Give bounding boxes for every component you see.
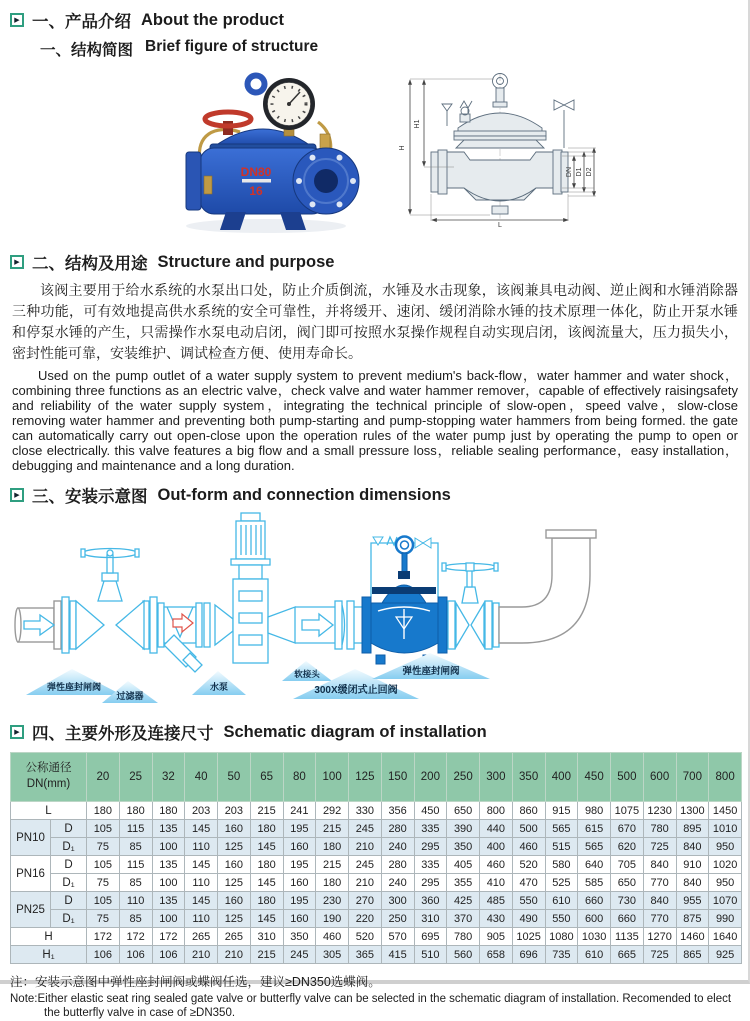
table-cell: 135 xyxy=(152,856,185,874)
dim-label-D1: D1 xyxy=(576,167,583,177)
table-row xyxy=(11,946,742,964)
table-cell: 145 xyxy=(250,838,283,856)
table-cell: 100 xyxy=(152,874,185,892)
callout-label: 弹性座封闸阀 xyxy=(46,682,102,692)
table-cell: 410 xyxy=(480,874,513,892)
table-cell: 550 xyxy=(512,892,545,910)
table-cell: 658 xyxy=(480,946,513,964)
table-row xyxy=(11,892,742,910)
table-row xyxy=(11,820,742,838)
table-cell: 660 xyxy=(611,910,644,928)
table-corner-header: 公称通径 DN(mm) xyxy=(11,753,87,802)
table-cell: 840 xyxy=(676,874,709,892)
table-cell: 565 xyxy=(545,820,578,838)
table-cell: 180 xyxy=(316,838,349,856)
table-cell: 115 xyxy=(119,856,152,874)
column-header: 65 xyxy=(250,753,283,802)
table-cell: 215 xyxy=(250,802,283,820)
table-cell: 105 xyxy=(87,856,120,874)
row-label: L xyxy=(11,802,87,820)
row-sublabel: D₁ xyxy=(51,874,87,892)
table-cell: 1080 xyxy=(545,928,578,946)
table-cell: 730 xyxy=(611,892,644,910)
table-cell: 1270 xyxy=(643,928,676,946)
table-cell: 270 xyxy=(349,892,382,910)
valve-marking-dn: DN80 xyxy=(240,165,272,179)
section3-title-en: Out-form and connection dimensions xyxy=(157,485,451,504)
table-cell: 1070 xyxy=(709,892,742,910)
elbow-top-flange xyxy=(546,530,596,538)
table-cell: 106 xyxy=(87,946,120,964)
table-cell: 600 xyxy=(578,910,611,928)
photo-shadow xyxy=(186,219,346,233)
table-cell: 370 xyxy=(447,910,480,928)
technical-drawing-valve xyxy=(394,68,606,228)
table-cell: 350 xyxy=(447,838,480,856)
row-group-label: PN25 xyxy=(11,892,51,928)
section1-title-en: About the product xyxy=(141,10,284,29)
table-row xyxy=(11,928,742,946)
table-cell: 145 xyxy=(185,892,218,910)
intro-paragraph-en: Used on the pump outlet of a water supply system to prevent medium's back-flow，water hammer and water shock，combining three functions as an electric valve，check valve and water hammer remover，capable of effectively raisingsafety and reliability of the water supply system，integrating the technical principle of slow-open，speed valve，slow-close removing water hammer and preventing both pump-starting and pump-stopping water hammers from being formed. the gate can automatically carry out open-close upon the operation rules of the water pump just by operating the pump to open or close electrically. this valve features a big flow and a small pressure loss，reliable sealing performance，easy installation，debugging and maintenance and a long duration. xyxy=(12,368,738,473)
callout-gate-valve-right xyxy=(372,653,490,679)
table-cell: 360 xyxy=(414,892,447,910)
section-marker-icon xyxy=(10,255,24,269)
column-header: 150 xyxy=(381,753,414,802)
table-cell: 241 xyxy=(283,802,316,820)
table-cell: 1460 xyxy=(676,928,709,946)
table-cell: 915 xyxy=(545,802,578,820)
table-cell: 400 xyxy=(480,838,513,856)
table-cell: 160 xyxy=(283,874,316,892)
table-cell: 145 xyxy=(185,820,218,838)
footnote xyxy=(10,972,740,1021)
column-header: 20 xyxy=(87,753,120,802)
table-cell: 875 xyxy=(676,910,709,928)
callout-label: 水泵 xyxy=(209,682,229,692)
table-cell: 125 xyxy=(218,874,251,892)
table-cell: 125 xyxy=(218,910,251,928)
table-cell: 905 xyxy=(480,928,513,946)
table-cell: 245 xyxy=(349,856,382,874)
table-cell: 425 xyxy=(447,892,480,910)
table-cell: 172 xyxy=(152,928,185,946)
pilot-valve-symbol xyxy=(554,100,574,110)
pressure-gauge xyxy=(263,78,315,130)
subsection-title-cn: 一、结构简图 xyxy=(40,42,134,59)
table-cell: 106 xyxy=(119,946,152,964)
callout-soft-joint xyxy=(282,661,332,681)
table-cell: 292 xyxy=(316,802,349,820)
row-group-label: PN16 xyxy=(11,856,51,892)
table-cell: 180 xyxy=(152,802,185,820)
table-cell: 220 xyxy=(349,910,382,928)
table-cell: 725 xyxy=(643,946,676,964)
table-cell: 250 xyxy=(381,910,414,928)
table-cell: 215 xyxy=(316,820,349,838)
table-cell: 180 xyxy=(250,820,283,838)
table-cell: 160 xyxy=(283,838,316,856)
table-cell: 860 xyxy=(512,802,545,820)
table-cell: 650 xyxy=(447,802,480,820)
valve-marking-pn: 16 xyxy=(249,184,263,198)
table-header-row xyxy=(11,753,742,802)
table-cell: 560 xyxy=(447,946,480,964)
table-cell: 145 xyxy=(250,910,283,928)
table-cell: 520 xyxy=(512,856,545,874)
dim-label-H1: H1 xyxy=(414,119,421,129)
table-cell: 950 xyxy=(709,874,742,892)
table-cell: 110 xyxy=(119,892,152,910)
row-sublabel: D xyxy=(51,820,87,838)
table-cell: 145 xyxy=(250,874,283,892)
table-cell: 950 xyxy=(709,838,742,856)
funnel-symbol xyxy=(373,537,383,545)
table-cell: 100 xyxy=(152,910,185,928)
table-cell: 195 xyxy=(283,856,316,874)
table-cell: 105 xyxy=(87,820,120,838)
dim-label-DN: DN xyxy=(566,166,573,178)
table-cell: 500 xyxy=(512,820,545,838)
table-cell: 460 xyxy=(316,928,349,946)
row-label: H xyxy=(11,928,87,946)
table-cell: 115 xyxy=(119,820,152,838)
table-row xyxy=(11,802,742,820)
table-row xyxy=(11,838,742,856)
table-cell: 696 xyxy=(512,946,545,964)
table-cell: 770 xyxy=(643,910,676,928)
column-header: 600 xyxy=(643,753,676,802)
column-header: 350 xyxy=(512,753,545,802)
callout-gate-valve-left xyxy=(26,669,122,695)
column-header: 200 xyxy=(414,753,447,802)
dimensions-table xyxy=(10,752,742,964)
column-header: 40 xyxy=(185,753,218,802)
subsection-title-en: Brief figure of structure xyxy=(145,38,319,55)
table-cell: 85 xyxy=(119,910,152,928)
table-cell: 265 xyxy=(218,928,251,946)
table-cell: 490 xyxy=(512,910,545,928)
table-cell: 1025 xyxy=(512,928,545,946)
intro-paragraph-cn: 该阀主要用于给水系统的水泵出口处，防止介质倒流，水锤及水击现象，该阀兼具电动阀、逆止阀和水锤消除器三种功能，可有效地提高供水系统的安全可靠性，并将缓开、速闭、缓闭消除水锤的技术原理一体化，防止开泵水锤和停泵水锤的产生，只需操作水泵电动启闭，阀门即可按照水泵操作规程自动实现启闭，该阀流量大，压力损失小，密封性能可靠，安装维护、调试检查方便、使用寿命长。 xyxy=(12,282,738,361)
table-cell: 610 xyxy=(578,946,611,964)
table-cell: 195 xyxy=(283,892,316,910)
funnel-symbol xyxy=(442,104,452,111)
table-cell: 180 xyxy=(87,802,120,820)
table-cell: 565 xyxy=(578,838,611,856)
table-cell: 145 xyxy=(185,856,218,874)
table-cell: 925 xyxy=(709,946,742,964)
column-header: 32 xyxy=(152,753,185,802)
table-cell: 215 xyxy=(250,946,283,964)
table-cell: 735 xyxy=(545,946,578,964)
table-cell: 665 xyxy=(611,946,644,964)
table-cell: 840 xyxy=(643,856,676,874)
table-cell: 210 xyxy=(218,946,251,964)
table-cell: 405 xyxy=(447,856,480,874)
section4-title-cn: 四、主要外形及连接尺寸 xyxy=(32,725,214,743)
section1-title-cn: 一、产品介绍 xyxy=(32,13,131,31)
table-cell: 460 xyxy=(512,838,545,856)
table-cell: 670 xyxy=(611,820,644,838)
table-cell: 770 xyxy=(643,874,676,892)
gate-valve-left xyxy=(62,549,157,654)
table-cell: 230 xyxy=(316,892,349,910)
table-cell: 1030 xyxy=(578,928,611,946)
table-cell: 450 xyxy=(414,802,447,820)
column-header: 50 xyxy=(218,753,251,802)
table-cell: 135 xyxy=(152,892,185,910)
table-cell: 865 xyxy=(676,946,709,964)
column-header: 25 xyxy=(119,753,152,802)
table-cell: 300 xyxy=(381,892,414,910)
section-heading-dimensions xyxy=(10,720,740,744)
table-cell: 1300 xyxy=(676,802,709,820)
table-cell: 525 xyxy=(545,874,578,892)
table-cell: 1010 xyxy=(709,820,742,838)
table-cell: 840 xyxy=(643,892,676,910)
table-cell: 160 xyxy=(283,910,316,928)
column-header: 300 xyxy=(480,753,513,802)
table-cell: 245 xyxy=(283,946,316,964)
table-cell: 330 xyxy=(349,802,382,820)
table-cell: 650 xyxy=(611,874,644,892)
table-cell: 390 xyxy=(447,820,480,838)
lifting-ring xyxy=(396,537,413,554)
table-cell: 180 xyxy=(316,874,349,892)
table-cell: 335 xyxy=(414,856,447,874)
section2-title-en: Structure and purpose xyxy=(157,252,335,271)
section4-title-en: Schematic diagram of installation xyxy=(223,722,487,741)
row-sublabel: D₁ xyxy=(51,910,87,928)
table-cell: 210 xyxy=(349,838,382,856)
subsection-heading-structure-figure xyxy=(40,38,740,60)
diaphragm-flange xyxy=(372,587,436,594)
row-label: H₁ xyxy=(11,946,87,964)
section-heading-installation xyxy=(10,483,740,507)
section-marker-icon xyxy=(10,488,24,502)
marking-underline xyxy=(242,179,271,183)
table-cell: 190 xyxy=(316,910,349,928)
table-cell: 160 xyxy=(218,820,251,838)
table-cell: 280 xyxy=(381,856,414,874)
table-cell: 355 xyxy=(447,874,480,892)
table-cell: 100 xyxy=(152,838,185,856)
elbow-pipe xyxy=(499,530,596,643)
row-group-label: PN10 xyxy=(11,820,51,856)
table-cell: 440 xyxy=(480,820,513,838)
flow-arrow xyxy=(302,614,333,636)
main-valve-300x xyxy=(362,537,447,665)
table-cell: 660 xyxy=(578,892,611,910)
table-cell: 840 xyxy=(676,838,709,856)
gate-valve-right xyxy=(442,563,499,649)
column-header: 100 xyxy=(316,753,349,802)
table-cell: 990 xyxy=(709,910,742,928)
figure-row xyxy=(168,64,740,240)
table-cell: 310 xyxy=(414,910,447,928)
dim-label-L: L xyxy=(498,222,502,228)
table-cell: 520 xyxy=(349,928,382,946)
callout-label: 300X缓闭式止回阀 xyxy=(314,685,398,696)
table-cell: 75 xyxy=(87,910,120,928)
water-pump xyxy=(215,513,270,663)
table-row xyxy=(11,856,742,874)
table-cell: 350 xyxy=(283,928,316,946)
table-cell: 135 xyxy=(152,820,185,838)
column-header: 400 xyxy=(545,753,578,802)
footnote-cn: 注：安装示意图中弹性座封闸阀或蝶阀任选，建议≥DN350选蝶阀。 xyxy=(10,975,381,989)
table-cell: 415 xyxy=(381,946,414,964)
table-cell: 295 xyxy=(414,838,447,856)
table-cell: 365 xyxy=(349,946,382,964)
product-photo-valve xyxy=(168,64,364,236)
table-cell: 75 xyxy=(87,838,120,856)
table-cell: 172 xyxy=(87,928,120,946)
column-header: 250 xyxy=(447,753,480,802)
table-cell: 705 xyxy=(611,856,644,874)
table-cell: 105 xyxy=(87,892,120,910)
table-cell: 180 xyxy=(250,892,283,910)
table-cell: 210 xyxy=(349,874,382,892)
table-cell: 85 xyxy=(119,874,152,892)
table-cell: 280 xyxy=(381,820,414,838)
table-cell: 203 xyxy=(218,802,251,820)
pilot-valve-symbol xyxy=(415,538,423,548)
brass-drain-fitting xyxy=(204,176,212,194)
table-cell: 1020 xyxy=(709,856,742,874)
table-cell: 160 xyxy=(218,856,251,874)
table-cell: 1640 xyxy=(709,928,742,946)
soft-joint xyxy=(335,601,362,649)
strainer xyxy=(158,603,210,672)
table-cell: 1230 xyxy=(643,802,676,820)
table-cell: 620 xyxy=(611,838,644,856)
table-cell: 725 xyxy=(643,838,676,856)
installation-diagram xyxy=(10,511,740,712)
table-cell: 695 xyxy=(414,928,447,946)
table-cell: 800 xyxy=(480,802,513,820)
table-cell: 215 xyxy=(316,856,349,874)
table-cell: 430 xyxy=(480,910,513,928)
pump-outlet-pipe xyxy=(268,607,335,643)
table-cell: 195 xyxy=(283,820,316,838)
column-header: 800 xyxy=(709,753,742,802)
table-cell: 106 xyxy=(152,946,185,964)
installation-diagram-svg xyxy=(10,511,742,707)
table-cell: 470 xyxy=(512,874,545,892)
table-cell: 510 xyxy=(414,946,447,964)
table-cell: 780 xyxy=(643,820,676,838)
table-cell: 310 xyxy=(250,928,283,946)
valve-cross-section xyxy=(431,74,574,215)
inlet-flange xyxy=(186,152,201,210)
table-cell: 305 xyxy=(316,946,349,964)
table-cell: 515 xyxy=(545,838,578,856)
section-marker-icon xyxy=(10,725,24,739)
table-cell: 125 xyxy=(218,838,251,856)
dim-label-H: H xyxy=(399,145,406,151)
table-cell: 245 xyxy=(349,820,382,838)
section3-title-cn: 三、安装示意图 xyxy=(32,488,148,506)
column-header: 125 xyxy=(349,753,382,802)
row-sublabel: D xyxy=(51,856,87,874)
table-cell: 265 xyxy=(185,928,218,946)
table-cell: 570 xyxy=(381,928,414,946)
table-cell: 180 xyxy=(250,856,283,874)
table-cell: 1450 xyxy=(709,802,742,820)
table-row xyxy=(11,910,742,928)
table-cell: 85 xyxy=(119,838,152,856)
table-cell: 910 xyxy=(676,856,709,874)
table-cell: 955 xyxy=(676,892,709,910)
table-cell: 75 xyxy=(87,874,120,892)
table-cell: 1135 xyxy=(611,928,644,946)
table-cell: 110 xyxy=(185,874,218,892)
section-heading-product-intro xyxy=(10,8,740,32)
footnote-en: Note:Either elastic seat ring sealed gate valve or butterfly valve can be selected in the schematic diagram of installation. Recomended to elect the butterfly valve in case of ≥DN350. xyxy=(10,993,732,1020)
outlet-flange-disc xyxy=(293,148,359,214)
table-cell: 335 xyxy=(414,820,447,838)
table-cell: 295 xyxy=(414,874,447,892)
table-cell: 240 xyxy=(381,874,414,892)
table-cell: 610 xyxy=(545,892,578,910)
table-cell: 895 xyxy=(676,820,709,838)
table-cell: 172 xyxy=(119,928,152,946)
callout-label: 弹性座封闸阀 xyxy=(402,666,460,677)
section-heading-structure-purpose xyxy=(10,250,740,274)
table-row xyxy=(11,874,742,892)
table-cell: 210 xyxy=(185,946,218,964)
table-cell: 550 xyxy=(545,910,578,928)
table-cell: 780 xyxy=(447,928,480,946)
section2-title-cn: 二、结构及用途 xyxy=(32,255,148,273)
table-cell: 460 xyxy=(480,856,513,874)
dim-label-D2: D2 xyxy=(586,167,593,177)
table-cell: 485 xyxy=(480,892,513,910)
row-sublabel: D xyxy=(51,892,87,910)
column-header: 700 xyxy=(676,753,709,802)
table-cell: 580 xyxy=(545,856,578,874)
column-header: 80 xyxy=(283,753,316,802)
table-cell: 160 xyxy=(218,892,251,910)
table-cell: 356 xyxy=(381,802,414,820)
table-cell: 640 xyxy=(578,856,611,874)
callout-pump xyxy=(192,671,246,695)
row-sublabel: D₁ xyxy=(51,838,87,856)
callout-label: 过滤器 xyxy=(116,691,144,701)
table-cell: 585 xyxy=(578,874,611,892)
callout-label: 软接头 xyxy=(294,669,320,679)
section-marker-icon xyxy=(10,13,24,27)
table-cell: 615 xyxy=(578,820,611,838)
column-header: 500 xyxy=(611,753,644,802)
table-cell: 240 xyxy=(381,838,414,856)
table-cell: 110 xyxy=(185,838,218,856)
table-cell: 110 xyxy=(185,910,218,928)
lifting-ring xyxy=(248,76,265,93)
table-cell: 203 xyxy=(185,802,218,820)
handwheel xyxy=(81,549,139,558)
table-cell: 980 xyxy=(578,802,611,820)
column-header: 450 xyxy=(578,753,611,802)
inlet-pipe xyxy=(15,601,61,649)
table-cell: 180 xyxy=(119,802,152,820)
table-cell: 1075 xyxy=(611,802,644,820)
